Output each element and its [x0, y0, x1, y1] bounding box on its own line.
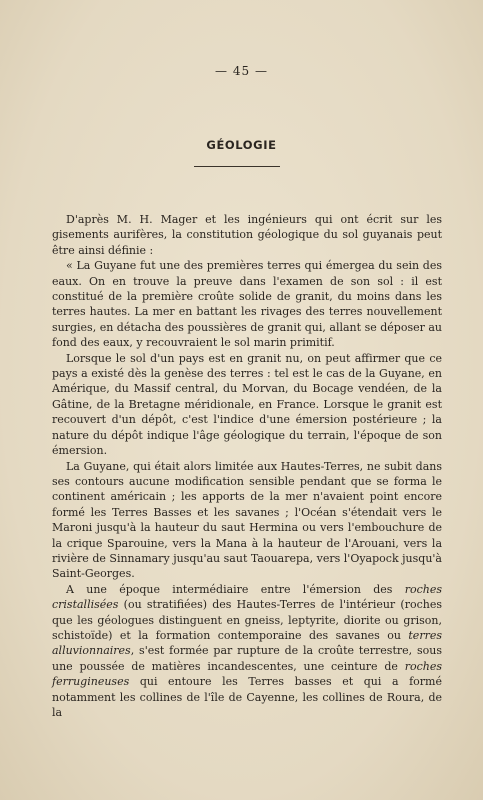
text-span: , s'est formée par rupture de la croûte terrestre, sous une poussée de matières incandescentes, une ceinture de — [52, 644, 442, 673]
italic-term: roches ferrugineuses — [52, 659, 442, 689]
page-number: — 45 — — [215, 64, 268, 78]
paragraph — [52, 212, 442, 258]
italic-term: terres alluvionnaires — [52, 628, 442, 658]
text-span: qui entoure les Terres basses et qui a formé notamment les collines de l'île de Cayenne, les collines de Roura, de la — [52, 675, 442, 719]
text-span: Lorsque le sol d'un pays est en granit nu, on peut affirmer que ce pays a existé dès la genèse des terres : tel est le cas de la Guyane, en Amérique, du Massif central, du Morvan, du Bocage vendéen, de la Gâtine, de la Bretagne méridionale, en France. Lorsque le granit est recouvert d'un dépôt, c'est l'indice d'une émersion postérieure ; la nature du dépôt indique l'âge géologique du terrain, l'époque de son émersion. — [52, 351, 442, 458]
paragraph — [52, 459, 442, 582]
text-span: « La Guyane fut une des premières terres qui émergea du sein des eaux. On en trouve la preuve dans l'examen de son sol : il est constitué de la première croûte solide de granit, du moins dans les terres hautes. La mer en battant les rivages des terres nouvellement surgies, en détacha des poussières de granit qui, allant se déposer au fond des eaux, y recouvraient le sol marin primitif. — [52, 259, 442, 350]
section-heading: GÉOLOGIE — [206, 138, 277, 152]
italic-term: roches cristallisées — [52, 582, 442, 612]
text-span: La Guyane, qui était alors limitée aux Hautes-Terres, ne subit dans ses contours aucune modification sensible pendant que se forma le continent américain ; les apports de la mer n'avaient point encore formé les Terres Basses et les savanes ; l'Océan s'étendait vers le Maroni jusqu'à la hauteur du saut Hermina ou vers l'embouchure de la crique Sparouine, vers la Mana à la hauteur de l'Arouani, vers la rivière de Sinnamary jusqu'au saut Taouarepa, vers l'Oyapock jusqu'à Saint-Georges. — [52, 459, 442, 581]
body-text — [52, 212, 442, 720]
paragraph — [52, 351, 442, 459]
paragraph — [52, 258, 442, 350]
text-span: A une époque intermédiaire entre l'émersion des — [66, 582, 405, 596]
paragraph — [52, 582, 442, 721]
text-span: (ou stratifiées) des Hautes-Terres de l'intérieur (roches que les géologues distinguent en gneiss, leptyrite, diorite ou grison, schistoïde) et la formation contemporaine des savanes ou — [52, 598, 442, 642]
text-span: D'après M. H. Mager et les ingénieurs qui ont écrit sur les gisements aurifères, la constitution géologique du sol guyanais peut être ainsi définie : — [52, 213, 442, 257]
heading-underline-rule — [194, 166, 280, 167]
